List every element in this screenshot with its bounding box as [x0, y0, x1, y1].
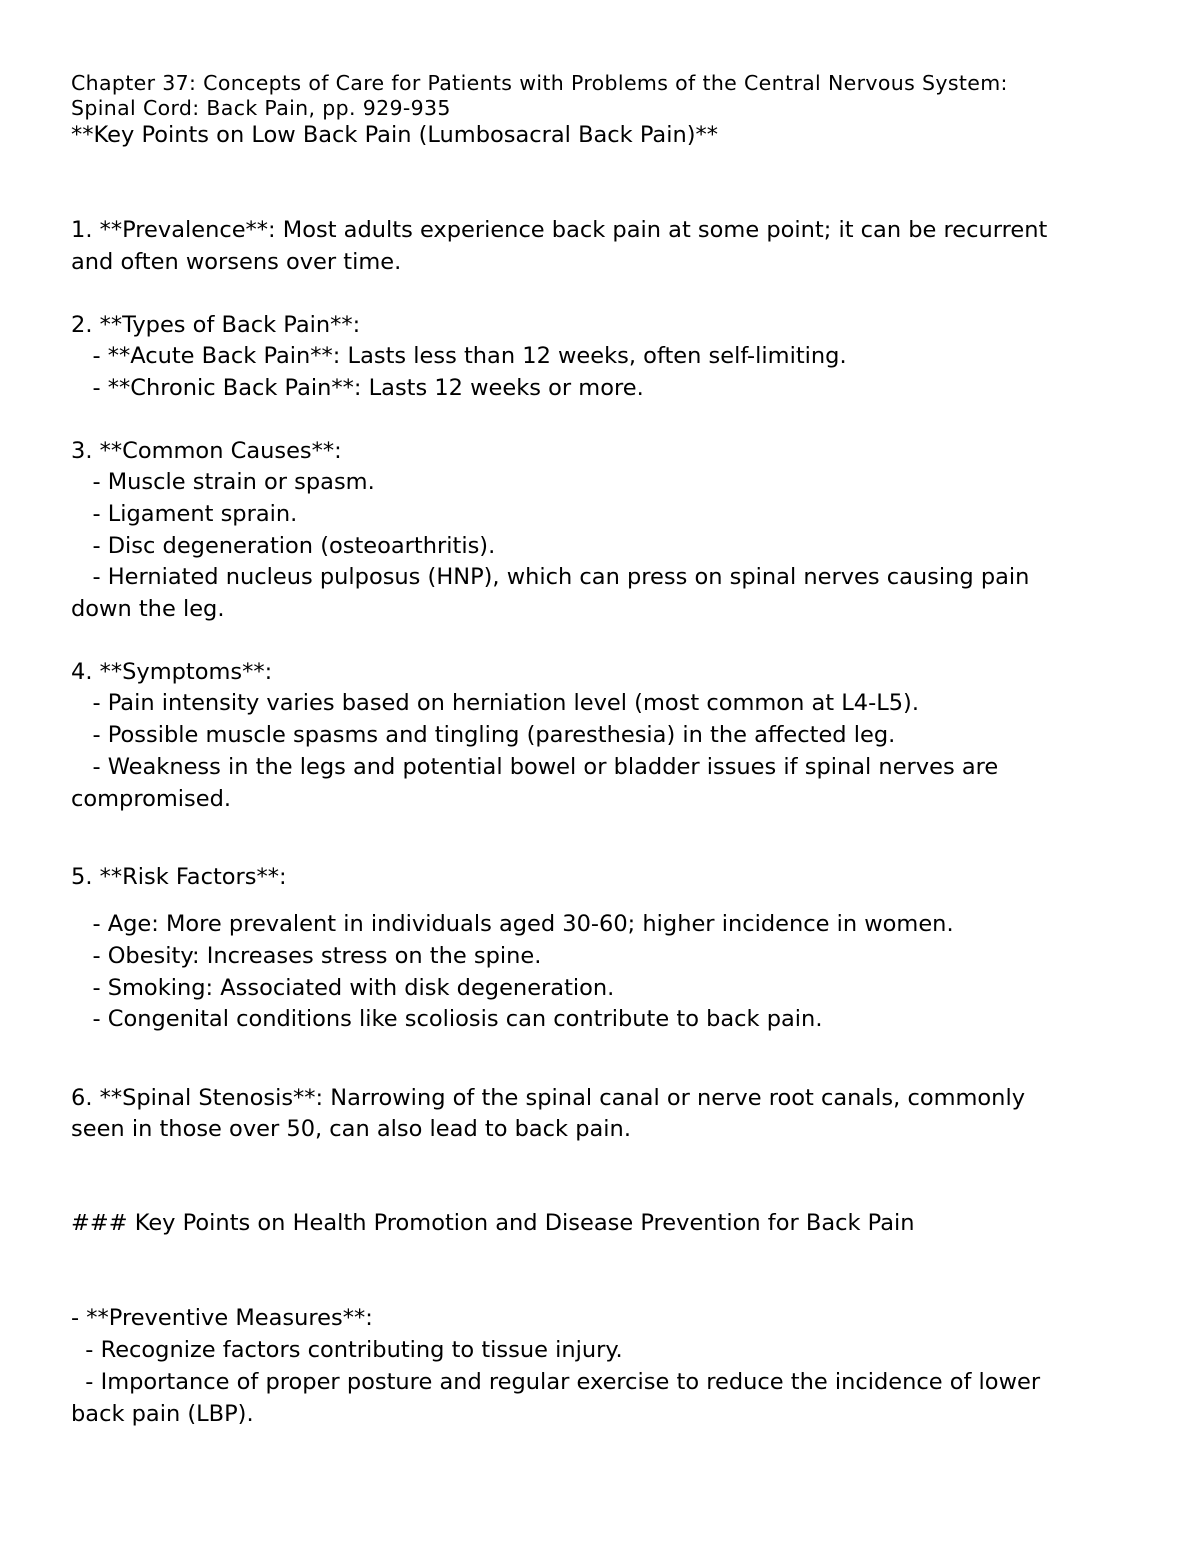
- risk-item-obesity: - Obesity: Increases stress on the spine.: [71, 943, 542, 969]
- symptoms-item-weakness: - Weakness in the legs and potential bowel or bladder issues if spinal nerves are: [71, 754, 999, 780]
- preventive-item-recognize: - Recognize factors contributing to tissue injury.: [71, 1337, 623, 1363]
- causes-item-hnp-continued: down the leg.: [71, 596, 225, 622]
- types-acute-item: - **Acute Back Pain**: Lasts less than 12 weeks, often self-limiting.: [71, 343, 847, 369]
- prevalence-line-1: 1. **Prevalence**: Most adults experience back pain at some point; it can be recurrent: [71, 217, 1048, 243]
- symptoms-item-weakness-continued: compromised.: [71, 786, 232, 812]
- symptoms-item-intensity: - Pain intensity varies based on herniation level (most common at L4-L5).: [71, 690, 919, 716]
- preventive-heading: - **Preventive Measures**:: [71, 1305, 373, 1331]
- chapter-header-line-2: Spinal Cord: Back Pain, pp. 929-935: [71, 96, 451, 120]
- prevalence-line-2: and often worsens over time.: [71, 249, 402, 275]
- stenosis-line-2: seen in those over 50, can also lead to back pain.: [71, 1116, 631, 1142]
- chapter-header-line-1: Chapter 37: Concepts of Care for Patients with Problems of the Central Nervous System:: [71, 71, 1008, 95]
- preventive-item-posture: - Importance of proper posture and regular exercise to reduce the incidence of lower: [71, 1369, 1041, 1395]
- stenosis-line-1: 6. **Spinal Stenosis**: Narrowing of the spinal canal or nerve root canals, commonly: [71, 1085, 1026, 1111]
- causes-item-hnp: - Herniated nucleus pulposus (HNP), which can press on spinal nerves causing pain: [71, 564, 1030, 590]
- symptoms-item-spasms: - Possible muscle spasms and tingling (paresthesia) in the affected leg.: [71, 722, 896, 748]
- risk-item-smoking: - Smoking: Associated with disk degeneration.: [71, 975, 615, 1001]
- causes-item-ligament: - Ligament sprain.: [71, 501, 298, 527]
- risk-item-congenital: - Congenital conditions like scoliosis can contribute to back pain.: [71, 1006, 823, 1032]
- preventive-item-posture-continued: back pain (LBP).: [71, 1401, 254, 1427]
- risk-item-age: - Age: More prevalent in individuals aged 30-60; higher incidence in women.: [71, 911, 954, 937]
- document-title: **Key Points on Low Back Pain (Lumbosacral Back Pain)**: [71, 122, 718, 148]
- types-chronic-item: - **Chronic Back Pain**: Lasts 12 weeks or more.: [71, 375, 644, 401]
- symptoms-heading: 4. **Symptoms**:: [71, 659, 273, 685]
- causes-item-muscle: - Muscle strain or spasm.: [71, 469, 375, 495]
- causes-heading: 3. **Common Causes**:: [71, 438, 342, 464]
- health-promotion-heading: ### Key Points on Health Promotion and Disease Prevention for Back Pain: [71, 1210, 915, 1236]
- causes-item-disc: - Disc degeneration (osteoarthritis).: [71, 533, 496, 559]
- risk-heading: 5. **Risk Factors**:: [71, 864, 287, 890]
- types-heading: 2. **Types of Back Pain**:: [71, 312, 361, 338]
